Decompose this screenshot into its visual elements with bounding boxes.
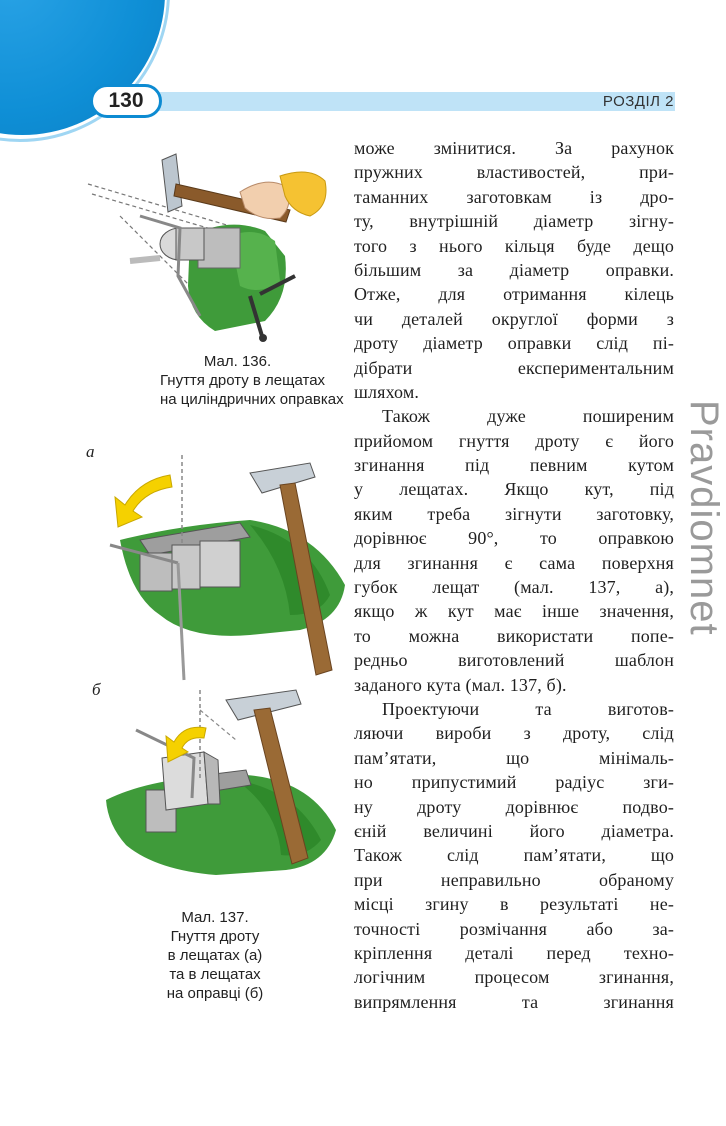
text-line: таманних заготовкам із дро- — [354, 186, 674, 207]
figure-136-caption — [160, 352, 344, 409]
text-line: пружних властивостей, при- — [354, 162, 674, 183]
text-line: для згинання є сама поверхня — [354, 552, 674, 573]
text-line: дроту діаметр оправки слід пі- — [354, 333, 674, 354]
text-line: редньо виготовлений шаблон — [354, 650, 674, 671]
text-line: яким треба зігнути заготовку, — [354, 503, 674, 524]
text-line: Також слід пам’ятати, що — [354, 845, 674, 866]
caption-line: Гнуття дроту в лещатах — [160, 372, 326, 389]
text-line: Також дуже поширеним — [382, 406, 674, 427]
page-number: 130 — [90, 84, 162, 118]
text-line: єній величині його діаметра. — [354, 820, 674, 841]
text-line: губок лещат (мал. 137, а), — [354, 577, 674, 598]
text-line: місці згину в результаті не- — [354, 894, 674, 915]
text-line: якщо ж кут має інше значення, — [354, 601, 674, 622]
text-line: дорівнює 90°, то оправкою — [354, 528, 674, 549]
text-line: того з нього кільця буде дещо — [354, 235, 674, 256]
text-line: кріплення деталі перед техно- — [354, 942, 674, 963]
text-line: більшим за діаметр оправки. — [354, 259, 674, 280]
header-bar — [140, 92, 675, 111]
caption-line: на циліндричних оправках — [160, 391, 344, 408]
text-line: дібрати експериментальним — [354, 357, 674, 378]
text-line: ну дроту дорівнює подво- — [354, 796, 674, 817]
figure-137a-illustration — [100, 445, 355, 685]
caption-line: Мал. 137. — [181, 909, 249, 926]
caption-line: в лещатах (а) — [167, 947, 263, 964]
text-line: прийомом гнуття дроту є його — [354, 430, 674, 451]
text-line: логічним процесом згинання, — [354, 967, 674, 988]
figure-137b-illustration — [96, 680, 351, 895]
side-watermark-text: Pravdiomnet — [682, 400, 726, 636]
caption-line: на оправці (б) — [166, 985, 264, 1002]
figure-137-caption — [140, 908, 290, 1003]
caption-line: Гнуття дроту — [170, 928, 260, 945]
text-line: пам’ятати, що мінімаль- — [354, 747, 674, 768]
text-line: Проектуючи та виготов- — [382, 698, 674, 719]
text-line: то можна використати попе- — [354, 625, 674, 646]
figure-136-illustration — [80, 146, 335, 346]
text-line: шляхом. — [354, 381, 420, 402]
figure-137-label-a: а — [86, 442, 95, 461]
text-line: випрямлення та згинання — [354, 991, 674, 1012]
text-line: но припустимий радіус зги- — [354, 772, 674, 793]
caption-line: та в лещатах — [169, 966, 261, 983]
text-line: може змінитися. За рахунок — [354, 138, 674, 158]
corner-arc-decoration — [0, 0, 170, 142]
text-line: чи деталей округлої форми з — [354, 308, 674, 329]
text-line: заданого кута (мал. 137, б). — [354, 674, 567, 695]
text-line: у лещатах. Якщо кут, під — [354, 479, 674, 500]
section-label: РОЗДІЛ 2 — [602, 93, 674, 110]
body-text — [354, 136, 674, 1014]
side-watermark — [682, 400, 726, 690]
caption-line: Мал. 136. — [203, 353, 272, 370]
text-line: Отже, для отримання кілець — [354, 284, 674, 305]
figure-137-label-b: б — [92, 680, 101, 699]
text-line: ту, внутрішній діаметр зігну- — [354, 211, 674, 232]
text-line: точності розмічання або за- — [354, 918, 674, 939]
text-line: ляючи вироби з дроту, слід — [354, 723, 674, 744]
text-line: згинання під певним кутом — [354, 455, 674, 476]
text-line: при неправильно обраному — [354, 869, 674, 890]
